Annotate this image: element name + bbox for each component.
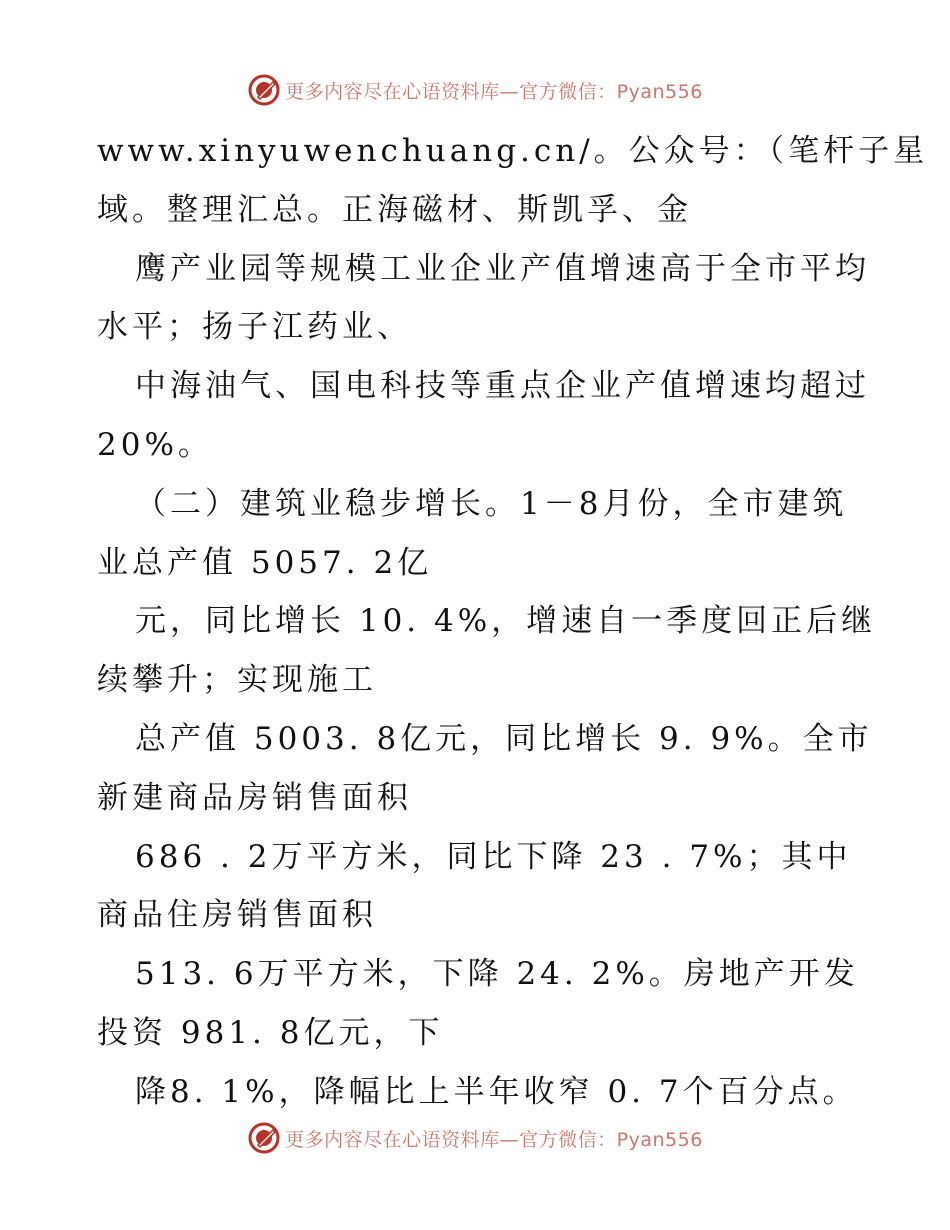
- text-line: 元，同比增长 10. 4%，增速自一季度回正后继: [135, 603, 877, 640]
- footer-banner: [0, 1118, 950, 1158]
- text-line: 业总产值 5057. 2亿: [97, 544, 433, 581]
- text-line: 降8. 1%，降幅比上半年收窄 0. 7个百分点。: [135, 1073, 858, 1110]
- text-line: 513. 6万平方米，下降 24. 2%。房地产开发: [135, 956, 859, 993]
- pen-logo-icon: [247, 73, 281, 107]
- header-banner: [0, 70, 950, 110]
- text-line: 商品住房销售面积: [97, 897, 377, 934]
- text-line: 686 . 2万平方米，同比下降 23 . 7%；其中: [135, 838, 852, 875]
- text-line: 鹰产业园等规模工业企业产值增速高于全市平均: [135, 250, 870, 287]
- pen-logo-icon: [247, 1121, 281, 1155]
- text-line: （二）建筑业稳步增长。1－8月份，全市建筑: [135, 485, 848, 522]
- text-line: 新建商品房销售面积: [97, 779, 412, 816]
- text-line: 中海油气、国电科技等重点企业产值增速均超过: [135, 368, 870, 405]
- text-line: 20%。: [97, 426, 213, 463]
- text-line: www.xinyuwenchuang.cn/。公众号：（笔杆子星: [97, 133, 929, 169]
- text-line: 总产值 5003. 8亿元，同比增长 9. 9%。全市: [135, 720, 873, 757]
- text-line: 域。整理汇总。正海磁材、斯凯孚、金: [97, 191, 692, 228]
- text-line: 投资 981. 8亿元，下: [97, 1014, 444, 1051]
- text-line: 续攀升；实现施工: [97, 662, 377, 699]
- footer-banner-text: 更多内容尽在心语资料库—官方微信：Pyan556: [285, 1128, 703, 1151]
- document-body: [97, 122, 929, 1122]
- header-banner-text: 更多内容尽在心语资料库—官方微信：Pyan556: [285, 80, 703, 103]
- text-line: 水平；扬子江药业、: [97, 309, 412, 346]
